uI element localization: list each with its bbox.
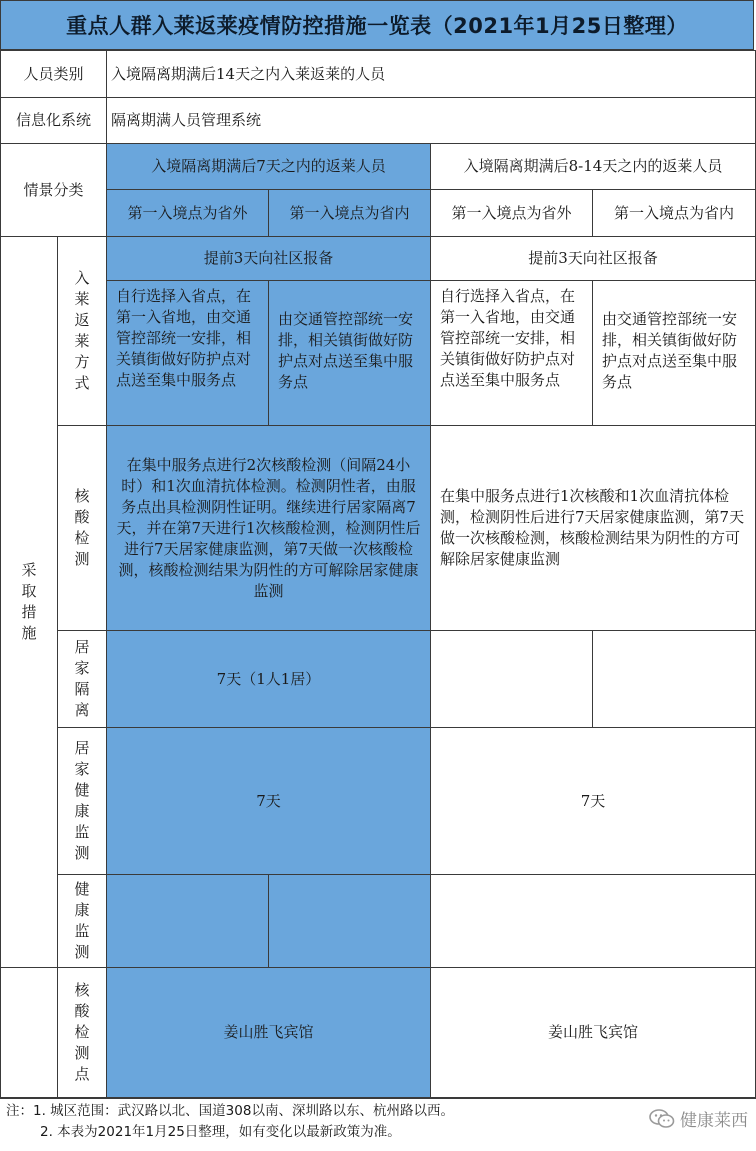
page-title: 重点人群入莱返莱疫情防控措施一览表（2021年1月25日整理）	[0, 0, 754, 50]
testing-label-char: 酸	[74, 508, 90, 526]
testing-b-cell	[430, 425, 756, 631]
arrival-label-char: 方	[74, 353, 90, 371]
arrival-label-char: 入	[74, 269, 90, 287]
arrival-report-b: 提前3天向社区报备	[430, 236, 756, 281]
scenario-b-outside: 第一入境点为省外	[430, 189, 593, 237]
system-label: 信息化系统	[0, 97, 107, 144]
testing-label-char: 测	[74, 550, 90, 568]
footnote-2: 2. 本表为2021年1月25日整理，如有变化以最新政策为准。	[40, 1124, 401, 1140]
home-health-b: 7天	[430, 727, 756, 875]
test-site-blank	[0, 967, 58, 1098]
home-health-label-char: 康	[74, 802, 90, 820]
home-isolation-label	[57, 630, 107, 728]
testing-label-char: 核	[74, 487, 90, 505]
home-isolation-label-char: 家	[74, 659, 90, 677]
category-label: 人员类别	[0, 50, 107, 98]
test-site-label-char: 酸	[74, 1002, 90, 1020]
scenario-a-outside: 第一入境点为省外	[106, 189, 269, 237]
measures-label-char: 采	[21, 561, 37, 579]
arrival-label	[57, 236, 107, 426]
home-isolation-a: 7天（1人1居）	[106, 630, 431, 728]
arrival-a-inside-cell	[268, 280, 431, 426]
home-health-label-char: 监	[74, 823, 90, 841]
arrival-a-outside-cell	[106, 280, 269, 426]
arrival-b-inside: 由交通管控部统一安排，相关镇街做好防护点对点送至集中服务点	[602, 310, 738, 391]
arrival-report-a: 提前3天向社区报备	[106, 236, 431, 281]
arrival-b-outside: 自行选择入省点，在第一入省地，由交通管控部统一安排，相关镇街做好防护点对点送至集中服务点	[440, 287, 576, 389]
footnotes	[0, 1098, 756, 1151]
test-site-b: 姜山胜飞宾馆	[430, 967, 756, 1098]
footnote-1: 注：1. 城区范围：武汉路以北、国道308以南、深圳路以东、杭州路以西。	[6, 1103, 454, 1119]
testing-label	[57, 425, 107, 631]
health-monitor-a-outside	[106, 874, 269, 968]
health-monitor-label	[57, 874, 107, 968]
test-site-label-char: 点	[74, 1065, 90, 1083]
arrival-label-char: 莱	[74, 290, 90, 308]
test-site-label-char: 测	[74, 1044, 90, 1062]
health-monitor-a-inside	[268, 874, 431, 968]
testing-label-char: 检	[74, 529, 90, 547]
measures-label	[0, 236, 58, 968]
measures-label-char: 取	[21, 582, 37, 600]
test-site-label-char: 检	[74, 1023, 90, 1041]
arrival-label-char: 式	[74, 374, 90, 392]
home-isolation-b-outside	[430, 630, 593, 728]
arrival-b-inside-cell	[592, 280, 756, 426]
home-health-label-char: 家	[74, 760, 90, 778]
arrival-label-char: 返	[74, 311, 90, 329]
scenario-a-inside: 第一入境点为省内	[268, 189, 431, 237]
home-isolation-b-inside	[592, 630, 756, 728]
test-site-a: 姜山胜飞宾馆	[106, 967, 431, 1098]
home-health-label-char: 健	[74, 781, 90, 799]
testing-a-cell	[106, 425, 431, 631]
testing-a: 在集中服务点进行2次核酸检测（间隔24小时）和1次血清抗体检测。检测阴性者，由服务点出具检测阴性证明。继续进行居家隔离7天，并在第7天进行1次核酸检测，检测阴性后进行7天居家健康监测，第7天做一次核酸检测，核酸检测结果为阴性的方可解除居家健康监测	[116, 455, 421, 600]
health-monitor-label-char: 康	[74, 901, 90, 919]
home-health-label	[57, 727, 107, 875]
scenario-group-b: 入境隔离期满后8-14天之内的返莱人员	[430, 143, 756, 190]
category-value: 入境隔离期满后14天之内入莱返莱的人员	[106, 50, 756, 98]
arrival-a-inside: 由交通管控部统一安排，相关镇街做好防护点对点送至集中服务点	[278, 310, 414, 391]
test-site-label	[57, 967, 107, 1098]
arrival-b-outside-cell	[430, 280, 593, 426]
scenario-label: 情景分类	[0, 143, 107, 237]
health-monitor-label-char: 健	[74, 880, 90, 898]
home-isolation-label-char: 隔	[74, 680, 90, 698]
wechat-icon	[649, 1109, 675, 1129]
test-site-label-char: 核	[74, 981, 90, 999]
health-monitor-b	[430, 874, 756, 968]
home-health-a: 7天	[106, 727, 431, 875]
scenario-b-inside: 第一入境点为省内	[592, 189, 756, 237]
home-isolation-label-char: 居	[74, 638, 90, 656]
measures-label-char: 施	[21, 624, 37, 642]
measures-label-char: 措	[21, 603, 37, 621]
home-health-label-char: 测	[74, 844, 90, 862]
arrival-label-char: 莱	[74, 332, 90, 350]
system-value: 隔离期满人员管理系统	[106, 97, 756, 144]
arrival-a-outside: 自行选择入省点，在第一入省地，由交通管控部统一安排，相关镇街做好防护点对点送至集中服务点	[116, 287, 252, 389]
home-isolation-label-char: 离	[74, 701, 90, 719]
health-monitor-label-char: 测	[74, 943, 90, 961]
health-monitor-label-char: 监	[74, 922, 90, 940]
home-health-label-char: 居	[74, 739, 90, 757]
watermark	[649, 1106, 748, 1131]
watermark-text: 健康莱西	[680, 1111, 748, 1131]
testing-b: 在集中服务点进行1次核酸和1次血清抗体检测，检测阴性后进行7天居家健康监测，第7天做一次核酸检测，核酸检测结果为阴性的方可解除居家健康监测	[440, 487, 745, 568]
scenario-group-a: 入境隔离期满后7天之内的返莱人员	[106, 143, 431, 190]
